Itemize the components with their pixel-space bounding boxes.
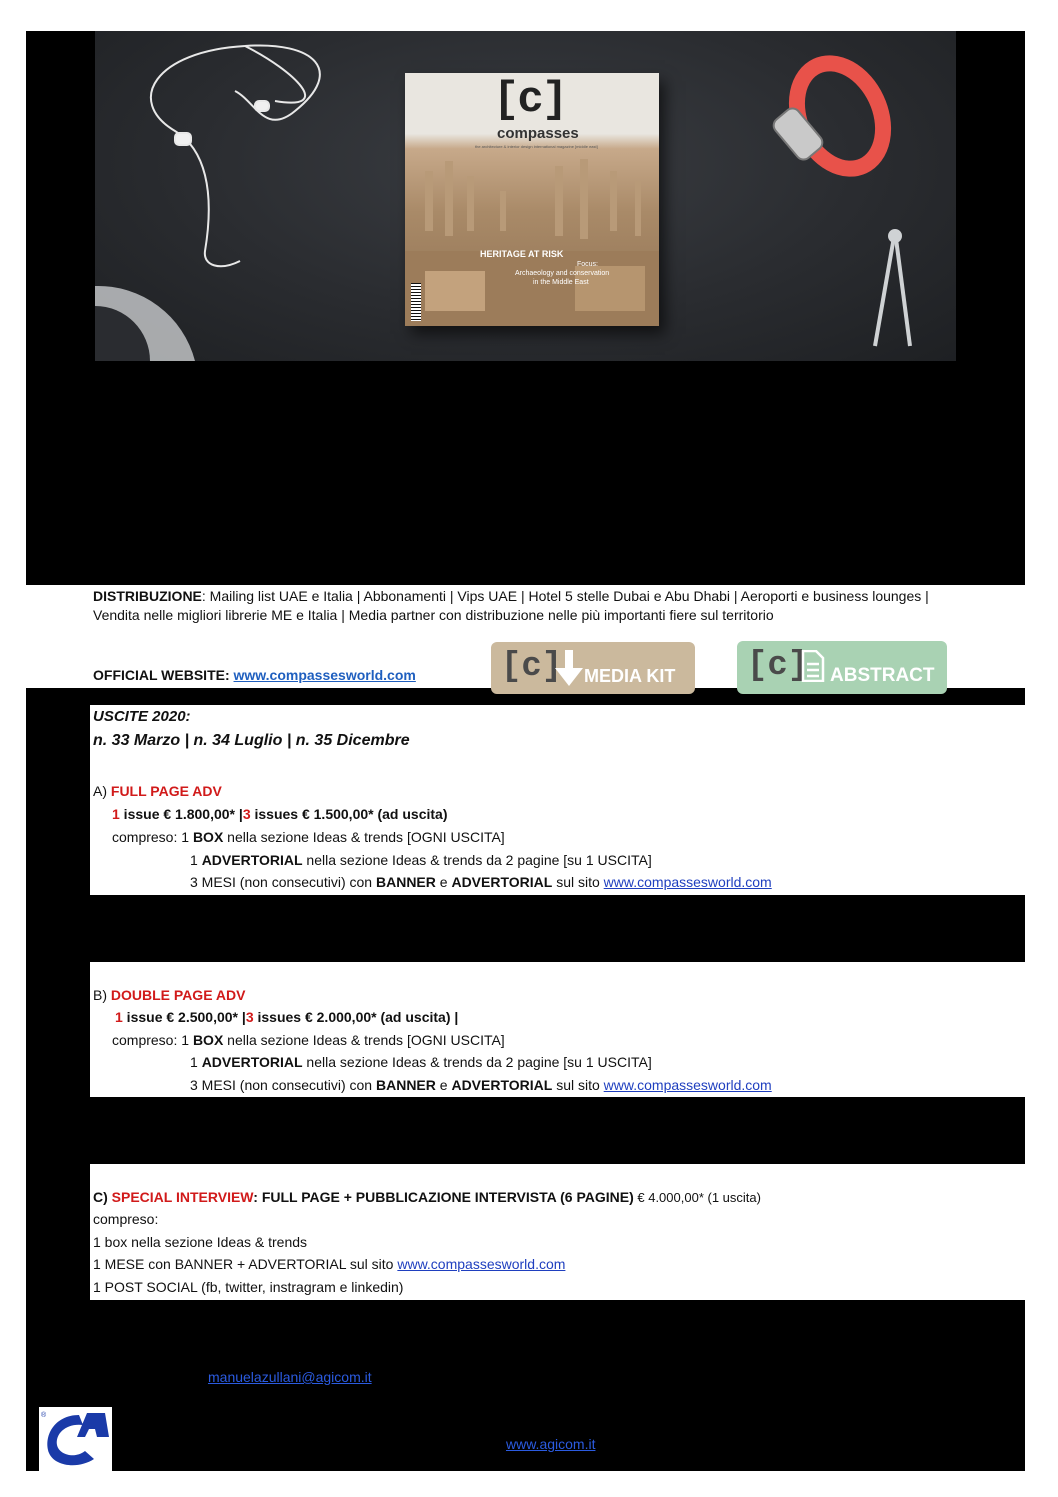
magazine-tagline: the architecture & interior design international magazine [middle east]	[475, 144, 598, 149]
contact-email-link[interactable]: manuelazullani@agicom.it	[208, 1369, 372, 1385]
offer-c-prefix: C)	[93, 1189, 112, 1205]
official-website-row	[93, 667, 416, 683]
gap-band-2	[26, 895, 1025, 962]
earphones-icon	[151, 45, 320, 266]
offer-a-n1: 1	[112, 806, 120, 822]
magazine-cover	[405, 73, 659, 326]
offer-a-p3: issues € 1.500,00* (ad uscita)	[250, 806, 448, 822]
offer-c-item-2-text: 1 MESE con BANNER + ADVERTORIAL sul sito	[93, 1256, 398, 1272]
offer-a-box-rest: nella sezione Ideas & trends [OGNI USCITA]	[223, 829, 505, 845]
offer-a-adv2: ADVERTORIAL	[451, 874, 553, 890]
offer-c-link[interactable]: www.compassesworld.com	[397, 1256, 566, 1272]
offer-b-adv-n: 1	[190, 1054, 202, 1070]
abstract-label: ABSTRACT	[830, 665, 935, 686]
distribution-text-1: : Mailing list UAE e Italia | Abbonamenti | Vips UAE | Hotel 5 stelle Dubai e Abu Dhabi | Aeroporti e business lounges |	[201, 588, 929, 604]
offer-a-n3: 3	[242, 806, 251, 822]
offer-b-and: e	[435, 1077, 452, 1093]
agicom-site-link[interactable]: www.agicom.it	[506, 1436, 596, 1452]
offer-b-adv: ADVERTORIAL	[201, 1054, 303, 1070]
offer-a-banner: BANNER	[375, 874, 436, 890]
official-website-link[interactable]: www.compassesworld.com	[233, 667, 416, 683]
offer-b-banner: BANNER	[375, 1077, 436, 1093]
media-kit-label: MEDIA KIT	[584, 666, 676, 686]
offer-c-title	[93, 1189, 761, 1205]
hero-image	[95, 31, 956, 361]
offer-b-adv-rest: nella sezione Ideas & trends da 2 pagine [su 1 USCITA]	[302, 1054, 652, 1070]
offer-c-price: € 4.000,00* (1 uscita)	[633, 1190, 761, 1205]
official-website-label: OFFICIAL WEBSITE:	[93, 667, 230, 683]
offer-b-incl-box	[112, 1032, 505, 1048]
magazine-name: compasses	[497, 125, 579, 142]
offer-b-n1: 1	[115, 1009, 123, 1025]
offer-a-months: 3 MESI (non consecutivi) con	[190, 874, 376, 890]
offer-a-link[interactable]: www.compassesworld.com	[603, 874, 772, 890]
media-kit-button[interactable]	[491, 642, 695, 694]
offer-a-incl-box	[112, 829, 505, 845]
distribution-label: DISTRIBUZIONE	[93, 588, 202, 604]
magazine-logo: [c]	[493, 75, 567, 125]
agicom-logo	[39, 1407, 112, 1471]
offer-b-months: 3 MESI (non consecutivi) con	[190, 1077, 376, 1093]
svg-text:®: ®	[41, 1412, 47, 1419]
offer-c-item-2	[93, 1256, 565, 1272]
offer-b-adv2: ADVERTORIAL	[451, 1077, 553, 1093]
offer-a-adv-n: 1	[190, 852, 202, 868]
distribution-line-1	[93, 588, 929, 604]
offer-b-box: BOX	[192, 1032, 224, 1048]
offer-a-title	[93, 783, 222, 799]
offer-a-adv-rest: nella sezione Ideas & trends da 2 pagine [su 1 USCITA]	[302, 852, 652, 868]
offer-b-box-rest: nella sezione Ideas & trends [OGNI USCITA]	[223, 1032, 505, 1048]
offer-a-p1: issue € 1.800,00* |	[119, 806, 243, 822]
document-icon	[801, 650, 825, 682]
offer-a-adv: ADVERTORIAL	[201, 852, 303, 868]
offer-b-link[interactable]: www.compassesworld.com	[603, 1077, 772, 1093]
offer-a-prices	[112, 806, 448, 822]
offer-c-item-1: 1 box nella sezione Ideas & trends	[93, 1234, 308, 1250]
offer-b-incl-label: compreso: 1	[112, 1032, 193, 1048]
offer-b-p1: issue € 2.500,00* |	[122, 1009, 246, 1025]
media-kit-logo: [c]	[501, 648, 563, 686]
offer-a-box: BOX	[192, 829, 224, 845]
offer-a-site: sul sito	[552, 874, 604, 890]
cover-subtitle-1: Archaeology and conservation	[515, 270, 610, 277]
offer-c-incl: compreso:	[93, 1211, 159, 1227]
gap-band-3	[26, 1097, 1025, 1164]
abstract-button[interactable]	[737, 641, 947, 694]
offer-c-name: SPECIAL INTERVIEW	[111, 1189, 254, 1205]
cover-title: HERITAGE AT RISK	[480, 249, 564, 259]
offer-b-site: sul sito	[552, 1077, 604, 1093]
offer-c-item-3: 1 POST SOCIAL (fb, twitter, instragram e linkedin)	[93, 1279, 404, 1295]
offer-b-n3: 3	[245, 1009, 254, 1025]
issues-title: USCITE 2020:	[93, 708, 191, 725]
offer-a-incl-months	[190, 874, 772, 890]
offer-a-and: e	[435, 874, 452, 890]
download-icon	[555, 650, 583, 690]
agicom-logo-icon	[39, 1407, 112, 1471]
offer-b-name: DOUBLE PAGE ADV	[110, 987, 246, 1003]
offer-b-incl-adv	[190, 1054, 652, 1070]
offer-a-name: FULL PAGE ADV	[110, 783, 222, 799]
offer-b-prices	[115, 1009, 458, 1025]
offer-a-incl-label: compreso: 1	[112, 829, 193, 845]
offer-b-title	[93, 987, 245, 1003]
offer-c-desc: : FULL PAGE + PUBBLICAZIONE INTERVISTA (6 PAGINE)	[253, 1189, 634, 1205]
watch-icon	[770, 49, 899, 183]
offer-a-prefix: A)	[93, 783, 111, 799]
abstract-logo: [c]	[747, 647, 809, 685]
offer-b-p3: issues € 2.000,00* (ad uscita) |	[253, 1009, 459, 1025]
cover-focus: Focus:	[577, 261, 599, 268]
issues-list: n. 33 Marzo | n. 34 Luglio | n. 35 Dicembre	[93, 732, 410, 749]
barcode-icon	[411, 283, 421, 321]
offer-b-prefix: B)	[93, 987, 111, 1003]
protractor-icon	[95, 286, 195, 361]
cover-subtitle-2: in the Middle East	[533, 279, 589, 286]
drafting-compass-icon	[875, 231, 910, 346]
offer-b-incl-months	[190, 1077, 772, 1093]
distribution-line-2: Vendita nelle migliori librerie ME e Italia | Media partner con distribuzione nelle più importanti fiere sul territorio	[93, 607, 774, 623]
ruins-photo	[405, 151, 659, 326]
offer-a-incl-adv	[190, 852, 652, 868]
